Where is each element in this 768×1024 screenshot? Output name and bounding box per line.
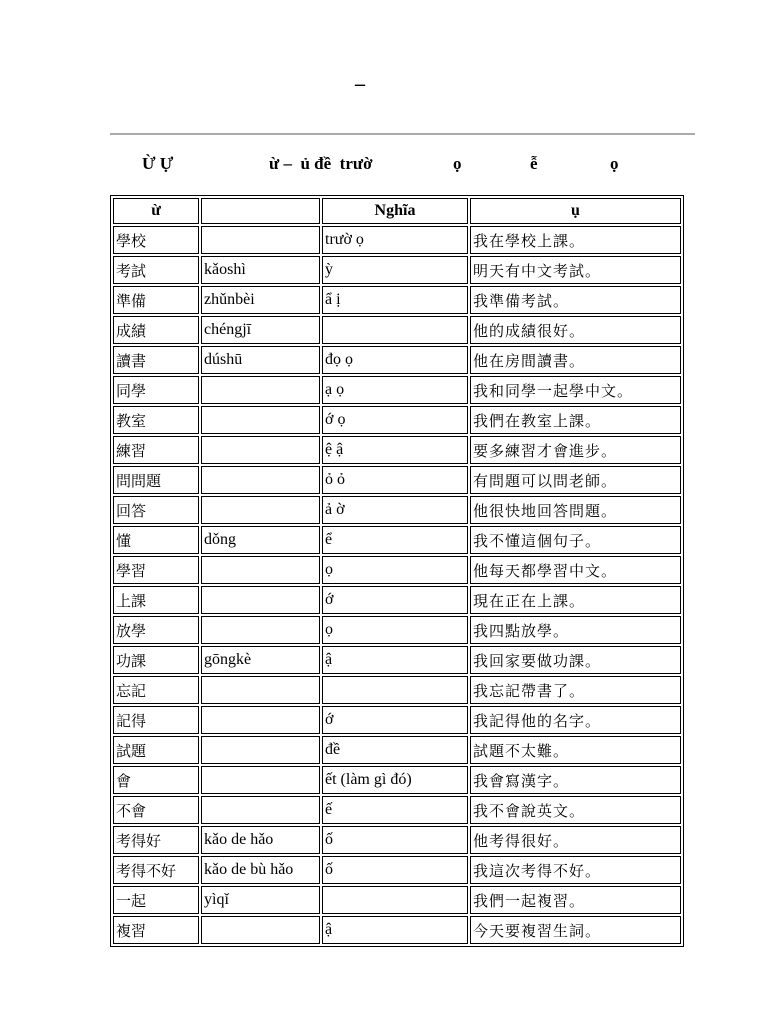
cell-meaning: ể xyxy=(322,526,468,554)
cell-word: 放學 xyxy=(113,616,199,644)
cell-pinyin: kǎo de hǎo xyxy=(201,826,320,854)
cell-pinyin: dǒng xyxy=(201,526,320,554)
cell-pinyin xyxy=(201,736,320,764)
table-row xyxy=(113,886,681,914)
cell-example: 今天要複習生詞。 xyxy=(470,916,681,944)
cell-word: 練習 xyxy=(113,436,199,464)
cell-meaning xyxy=(322,676,468,704)
heading-part-3: ọ xyxy=(453,154,462,173)
cell-example: 我和同學一起學中文。 xyxy=(470,376,681,404)
cell-meaning: ố xyxy=(322,856,468,884)
cell-word: 準備 xyxy=(113,286,199,314)
table-row xyxy=(113,646,681,674)
cell-word: 同學 xyxy=(113,376,199,404)
header-example: ụ xyxy=(470,198,681,224)
cell-word: 懂 xyxy=(113,526,199,554)
cell-word: 考得不好 xyxy=(113,856,199,884)
cell-meaning: ạ ọ xyxy=(322,376,468,404)
cell-meaning: ậ xyxy=(322,646,468,674)
header-meaning: Nghĩa xyxy=(322,198,468,224)
cell-example: 要多練習才會進步。 xyxy=(470,436,681,464)
heading-part-4: ễ xyxy=(530,154,538,173)
cell-pinyin: zhǔnbèi xyxy=(201,286,320,314)
cell-example: 我在學校上課。 xyxy=(470,226,681,254)
cell-example: 我記得他的名字。 xyxy=(470,706,681,734)
cell-word: 成績 xyxy=(113,316,199,344)
cell-pinyin xyxy=(201,556,320,584)
cell-word: 學校 xyxy=(113,226,199,254)
cell-word: 複習 xyxy=(113,916,199,944)
cell-meaning: đọ ọ xyxy=(322,346,468,374)
table-row xyxy=(113,286,681,314)
table-header-row xyxy=(113,198,681,224)
cell-pinyin: kǎo de bù hǎo xyxy=(201,856,320,884)
cell-pinyin: dúshū xyxy=(201,346,320,374)
cell-example: 他每天都學習中文。 xyxy=(470,556,681,584)
cell-pinyin xyxy=(201,226,320,254)
cell-word: 會 xyxy=(113,766,199,794)
cell-pinyin xyxy=(201,676,320,704)
table-row xyxy=(113,706,681,734)
cell-example: 他很快地回答問題。 xyxy=(470,496,681,524)
table-row xyxy=(113,376,681,404)
cell-pinyin xyxy=(201,616,320,644)
heading-part-5: ọ xyxy=(610,154,619,173)
table-row xyxy=(113,256,681,284)
cell-meaning: ọ xyxy=(322,556,468,584)
cell-meaning: ết (làm gì đó) xyxy=(322,766,468,794)
document-heading xyxy=(110,154,680,180)
cell-meaning: trườ ọ xyxy=(322,226,468,254)
table-row xyxy=(113,346,681,374)
cell-pinyin xyxy=(201,916,320,944)
cell-example: 我們在教室上課。 xyxy=(470,406,681,434)
cell-example: 我不懂這個句子。 xyxy=(470,526,681,554)
table-row xyxy=(113,436,681,464)
table-row xyxy=(113,586,681,614)
cell-word: 讀書 xyxy=(113,346,199,374)
cell-word: 試題 xyxy=(113,736,199,764)
cell-pinyin xyxy=(201,586,320,614)
cell-meaning: ớ xyxy=(322,706,468,734)
cell-example: 試題不太難。 xyxy=(470,736,681,764)
cell-meaning xyxy=(322,316,468,344)
cell-meaning: ậ xyxy=(322,916,468,944)
table-row xyxy=(113,526,681,554)
table-row xyxy=(113,226,681,254)
table-row xyxy=(113,466,681,494)
cell-example: 他的成績很好。 xyxy=(470,316,681,344)
cell-pinyin xyxy=(201,406,320,434)
cell-pinyin xyxy=(201,466,320,494)
table-row xyxy=(113,556,681,584)
cell-word: 不會 xyxy=(113,796,199,824)
cell-example: 我會寫漢字。 xyxy=(470,766,681,794)
heading-part-2: ừ – ủ đề trườ xyxy=(269,154,373,173)
table-row xyxy=(113,406,681,434)
cell-word: 記得 xyxy=(113,706,199,734)
table-body xyxy=(113,226,681,944)
vocabulary-table xyxy=(110,195,684,947)
table-row xyxy=(113,826,681,854)
cell-word: 問問題 xyxy=(113,466,199,494)
cell-word: 學習 xyxy=(113,556,199,584)
table-row xyxy=(113,496,681,524)
cell-example: 他考得很好。 xyxy=(470,826,681,854)
top-dash-mark: – xyxy=(355,73,365,95)
cell-meaning: đề xyxy=(322,736,468,764)
header-word: ừ xyxy=(113,198,199,224)
cell-word: 教室 xyxy=(113,406,199,434)
cell-example: 他在房間讀書。 xyxy=(470,346,681,374)
cell-example: 我回家要做功課。 xyxy=(470,646,681,674)
cell-meaning: ớ ọ xyxy=(322,406,468,434)
cell-example: 我忘記帶書了。 xyxy=(470,676,681,704)
cell-pinyin xyxy=(201,766,320,794)
cell-word: 功課 xyxy=(113,646,199,674)
cell-word: 回答 xyxy=(113,496,199,524)
cell-example: 我們一起複習。 xyxy=(470,886,681,914)
cell-meaning: ọ xyxy=(322,616,468,644)
cell-pinyin xyxy=(201,436,320,464)
table-row xyxy=(113,736,681,764)
table-row xyxy=(113,676,681,704)
header-pinyin xyxy=(201,198,320,224)
table-row xyxy=(113,796,681,824)
cell-pinyin: chéngjī xyxy=(201,316,320,344)
cell-example: 我不會說英文。 xyxy=(470,796,681,824)
cell-example: 我四點放學。 xyxy=(470,616,681,644)
cell-pinyin xyxy=(201,496,320,524)
cell-pinyin xyxy=(201,376,320,404)
cell-pinyin: gōngkè xyxy=(201,646,320,674)
table-row xyxy=(113,766,681,794)
cell-meaning: ỏ ỏ xyxy=(322,466,468,494)
table-row xyxy=(113,616,681,644)
cell-word: 考試 xyxy=(113,256,199,284)
table-row xyxy=(113,316,681,344)
cell-pinyin xyxy=(201,796,320,824)
cell-word: 忘記 xyxy=(113,676,199,704)
cell-meaning: ớ xyxy=(322,586,468,614)
horizontal-rule xyxy=(110,133,695,135)
cell-meaning: ệ ậ xyxy=(322,436,468,464)
cell-meaning: ố xyxy=(322,826,468,854)
cell-meaning: ả ờ xyxy=(322,496,468,524)
cell-word: 考得好 xyxy=(113,826,199,854)
cell-example: 明天有中文考試。 xyxy=(470,256,681,284)
cell-pinyin: yìqǐ xyxy=(201,886,320,914)
cell-pinyin xyxy=(201,706,320,734)
table-row xyxy=(113,916,681,944)
cell-example: 我準備考試。 xyxy=(470,286,681,314)
cell-pinyin: kǎoshì xyxy=(201,256,320,284)
cell-word: 上課 xyxy=(113,586,199,614)
table-row xyxy=(113,856,681,884)
cell-meaning xyxy=(322,886,468,914)
cell-meaning: ế xyxy=(322,796,468,824)
cell-example: 我這次考得不好。 xyxy=(470,856,681,884)
cell-word: 一起 xyxy=(113,886,199,914)
cell-meaning: ẩ ị xyxy=(322,286,468,314)
cell-example: 有問題可以問老師。 xyxy=(470,466,681,494)
cell-meaning: ỳ xyxy=(322,256,468,284)
heading-part-1: Ừ Ự xyxy=(142,154,174,173)
cell-example: 現在正在上課。 xyxy=(470,586,681,614)
